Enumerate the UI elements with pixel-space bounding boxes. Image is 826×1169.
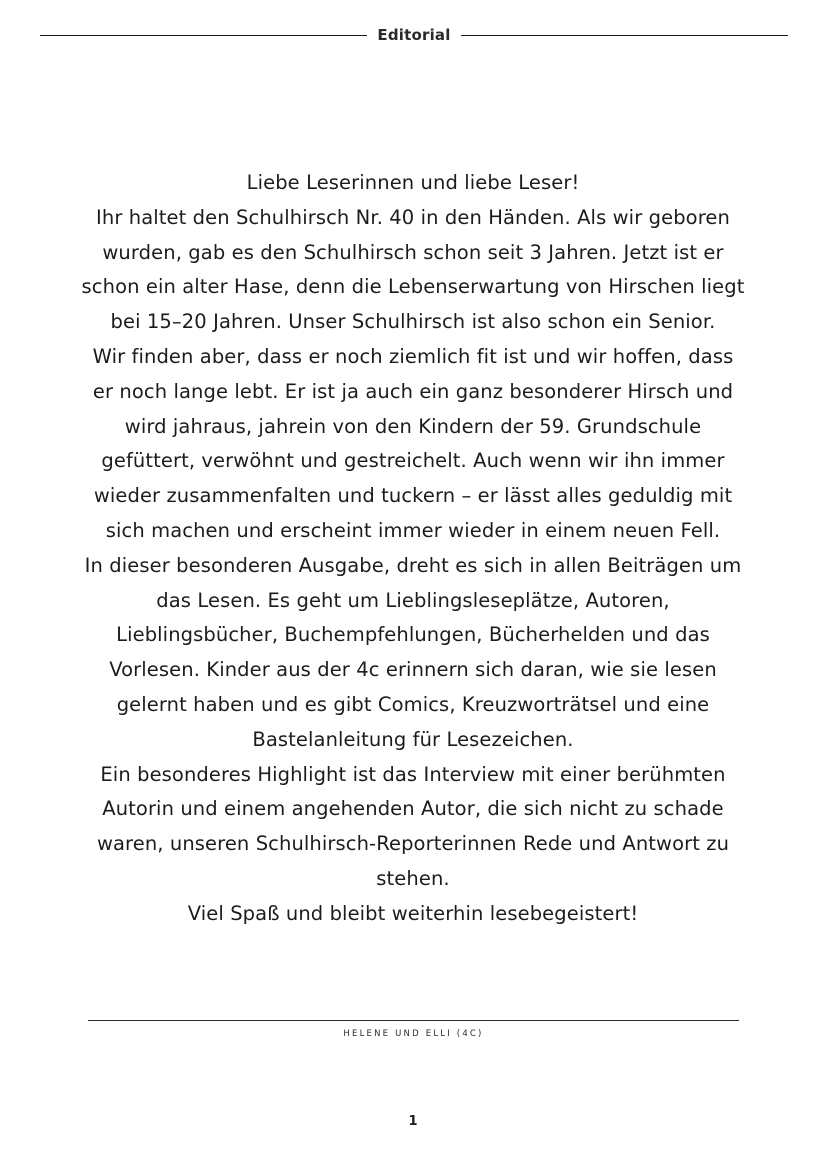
section-title: Editorial — [377, 26, 451, 44]
author-signature: HELENE UND ELLI (4C) — [343, 1029, 484, 1039]
editorial-paragraph: Ein besonderes Highlight ist das Interview mit einer berühmten Autorin und einem angehenden Autor, die sich nicht zu schade waren, unseren Schulhirsch-Reporterinnen Rede und Antwort zu stehen. — [96, 762, 730, 890]
editorial-paragraph: Ihr haltet den Schulhirsch Nr. 40 in den Händen. Als wir geboren wurden, gab es den Schulhirsch schon seit 3 Jahren. Jetzt ist er schon ein alter Hase, denn die Lebenserwartung von Hirschen liegt bei 15–20 Jahren. Unser Schulhirsch ist also schon ein Senior. — [81, 205, 745, 334]
signature-divider — [88, 1020, 739, 1021]
editorial-closing: Viel Spaß und bleibt weiterhin lesebegeistert! — [187, 901, 639, 925]
header-rule-left — [40, 35, 367, 36]
section-header — [40, 24, 788, 46]
page-number: 1 — [408, 1114, 418, 1129]
header-rule-right — [461, 35, 788, 36]
editorial-greeting: Liebe Leserinnen und liebe Leser! — [246, 171, 580, 194]
editorial-paragraph: Wir finden aber, dass er noch ziemlich fit ist und wir hoffen, dass er noch lange lebt. Er ist ja auch ein ganz besonderer Hirsch und wird jahraus, jahrein von den Kindern der 59. Grundschule gefüttert, verwöhnt und gestreichelt. Auch wenn wir ihn immer wieder zusammenfalten und tuckern – er lässt alles geduldig mit sich machen und erscheint immer wieder in einem neuen Fell. — [92, 344, 734, 542]
editorial-paragraph: In dieser besonderen Ausgabe, dreht es sich in allen Beiträgen um das Lesen. Es geht um Lieblingsleseplätze, Autoren, Lieblingsbücher, Buchempfehlungen, Bücherhelden und das Vorlesen. Kinder aus der 4c erinnern sich daran, wie sie lesen gelernt haben und es gibt Comics, Kreuzworträtsel und eine Bastelanleitung für Lesezeichen. — [84, 553, 742, 751]
editorial-body — [80, 166, 746, 932]
